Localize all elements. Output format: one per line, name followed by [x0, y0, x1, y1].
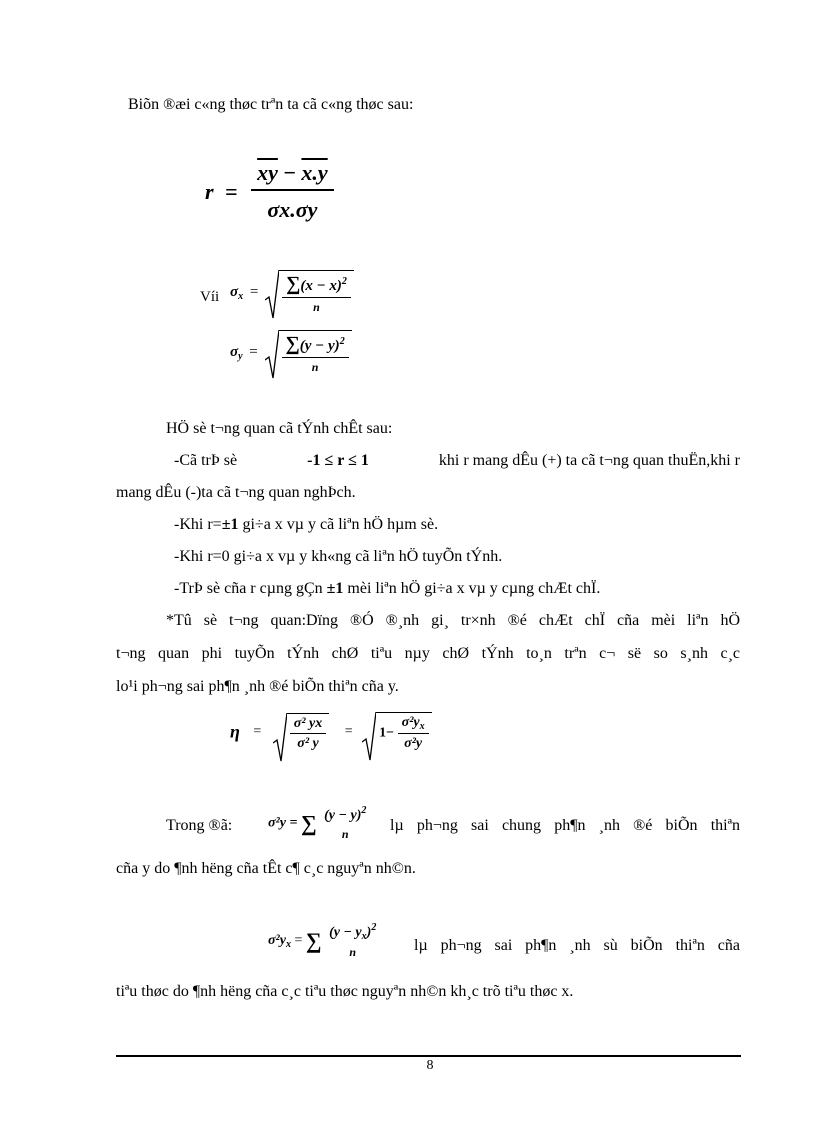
- sigma-y-den: n: [311, 360, 319, 374]
- sigma-x-num: (x − x): [300, 278, 342, 294]
- sigma2yx-sum: ∑: [305, 928, 322, 953]
- prop2-text-a: -Khi r=: [174, 516, 222, 533]
- sigma-y-sum: ∑: [285, 333, 300, 355]
- eta-eq1: =: [253, 724, 262, 739]
- prop2-text-b: gi÷a x vµ y cã liªn hÖ hµm sè.: [242, 516, 439, 533]
- sigma2yx-desc-2: tiªu thøc do ¶nh hëng cña c¸c tiªu thøc nguyªn nh©n kh¸c trõ tiªu thøc x.: [116, 983, 574, 1000]
- sigma-y-pow: 2: [339, 336, 345, 347]
- ratio-line-2: t¬ng quan phi tuyÕn tÝnh chØ tiªu nµy chØ tÝnh to¸n trªn c¬ së so s¸nh c¸c: [116, 645, 740, 662]
- prop4-line: [174, 580, 600, 598]
- eta-symbol: η: [230, 721, 240, 742]
- formula-r-lhs: r: [205, 178, 214, 204]
- formula-sigma-y: [230, 330, 352, 375]
- prop4-text-a: -TrÞ sè cña r cµng gÇn: [174, 580, 323, 597]
- prop2-math: ±1: [221, 516, 239, 533]
- formula-r-num-a: $\overline{xy}$: [257, 160, 278, 185]
- sigma2y-pow: 2: [361, 805, 367, 816]
- radical-sign-icon: [362, 712, 376, 762]
- with-label: Víi: [200, 289, 220, 305]
- sigma2yx-num-sub: x: [361, 931, 367, 942]
- formula-r: [205, 160, 334, 223]
- sigma-x-pow: 2: [341, 276, 347, 287]
- eta-sqrt-2: [362, 712, 431, 752]
- sigma2yx-pow: 2: [371, 922, 377, 933]
- sigma2yx-den: n: [349, 945, 357, 959]
- sigma-y-sub: y: [238, 350, 243, 362]
- eta-sqrt-1: [273, 713, 329, 752]
- radical-sign-icon: [265, 270, 279, 320]
- intro-line: Biõn ®æi c«ng thøc trªn ta cã c«ng thøc sau:: [128, 96, 414, 113]
- footer-divider: [116, 1055, 741, 1057]
- prop1-text-a: -Cã trÞ sè: [174, 452, 238, 469]
- formula-r-fraction: [251, 160, 334, 223]
- page-number: 8: [426, 1058, 434, 1073]
- eta-eq2: =: [344, 724, 353, 739]
- sigma2yx-num: (y − y: [329, 925, 362, 940]
- eta-den1: σ² y: [297, 735, 319, 751]
- props-heading: HÖ sè t¬ng quan cã tÝnh chÊt sau:: [166, 420, 393, 437]
- prop4-text-b: mèi liªn hÖ gi÷a x vµ y cµng chÆt chÏ.: [347, 580, 601, 597]
- radical-sign-icon: [265, 330, 279, 380]
- formula-sigma2yx: [268, 922, 380, 960]
- sigma2yx-lhs-sub: x: [285, 939, 291, 951]
- prop1-text-b: khi r mang dÊu (+) ta cã t¬ng quan thuËn,khi r: [438, 452, 740, 469]
- radical-sign-icon: [273, 713, 287, 763]
- eta-one: 1−: [379, 725, 395, 741]
- sigma-y-symbol: σ: [230, 344, 239, 360]
- prop1-line: [174, 452, 740, 470]
- sigma-x-sum: ∑: [286, 273, 301, 295]
- sigma2yx-num-close: ): [366, 925, 372, 940]
- sigma-x-sqrt: [265, 270, 354, 315]
- sigma2y-lhs: σ²y =: [268, 815, 298, 831]
- sigma2yx-desc-1: lµ ph¬ng sai ph¶n ¸nh sù biÕn thiªn cña: [414, 937, 740, 954]
- eta-num1: σ² yx: [290, 716, 326, 734]
- formula-r-minus: −: [277, 160, 302, 185]
- trong-do-label: Trong ®ã:: [166, 817, 233, 834]
- sigma2y-sum: ∑: [300, 810, 317, 836]
- sigma2yx-eq: =: [294, 933, 303, 948]
- sigma-y-sqrt: [265, 330, 352, 375]
- prop1-line2: mang dÊu (-)ta cã t¬ng quan nghÞch.: [116, 484, 356, 501]
- formula-eta: [230, 712, 432, 752]
- sigma2y-desc-2: cña y do ¶nh hëng cña tÊt c¶ c¸c nguyªn nh©n.: [116, 860, 416, 877]
- formula-sigma-x: [230, 270, 354, 315]
- sigma2y-num: (y − y): [324, 808, 362, 823]
- formula-r-eq: =: [225, 178, 238, 204]
- prop2-line: [174, 516, 438, 534]
- prop1-math: -1 ≤ r ≤ 1: [307, 452, 369, 469]
- sigma2y-desc-1: lµ ph¬ng sai chung ph¶n ¸nh ®é biÕn thiªn: [390, 817, 740, 834]
- formula-sigma2y: [268, 805, 370, 842]
- eta-num2-sub: x: [419, 721, 425, 732]
- sigma-x-eq: =: [249, 284, 259, 300]
- sigma-x-den: n: [313, 300, 320, 314]
- sigma-y-eq: =: [249, 344, 258, 360]
- formula-r-den: σx.σy: [267, 197, 318, 222]
- sigma2yx-lhs: σ²y: [268, 933, 286, 948]
- formula-r-num-b: x.y: [301, 160, 328, 185]
- prop4-math: ±1: [326, 580, 344, 597]
- eta-den2: σ²y: [404, 736, 423, 751]
- sigma2y-den: n: [341, 827, 349, 841]
- sigma-x-sub: x: [238, 290, 244, 302]
- ratio-line-1: *Tû sè t¬ng quan:Dïng ®Ó ®¸nh gi¸ tr×nh ®é chÆt chÏ cña mèi liªn hÖ: [166, 612, 740, 629]
- sigma-x-symbol: σ: [230, 284, 239, 300]
- eta-num2: σ²y: [401, 715, 420, 730]
- prop3-line: -Khi r=0 gi÷a x vµ y kh«ng cã liªn hÖ tuyÕn tÝnh.: [174, 548, 503, 565]
- ratio-line-3: lo¹i ph¬ng sai ph¶n ¸nh ®é biÕn thiªn cña y.: [116, 678, 399, 695]
- sigma-y-num: (y − y): [299, 338, 340, 354]
